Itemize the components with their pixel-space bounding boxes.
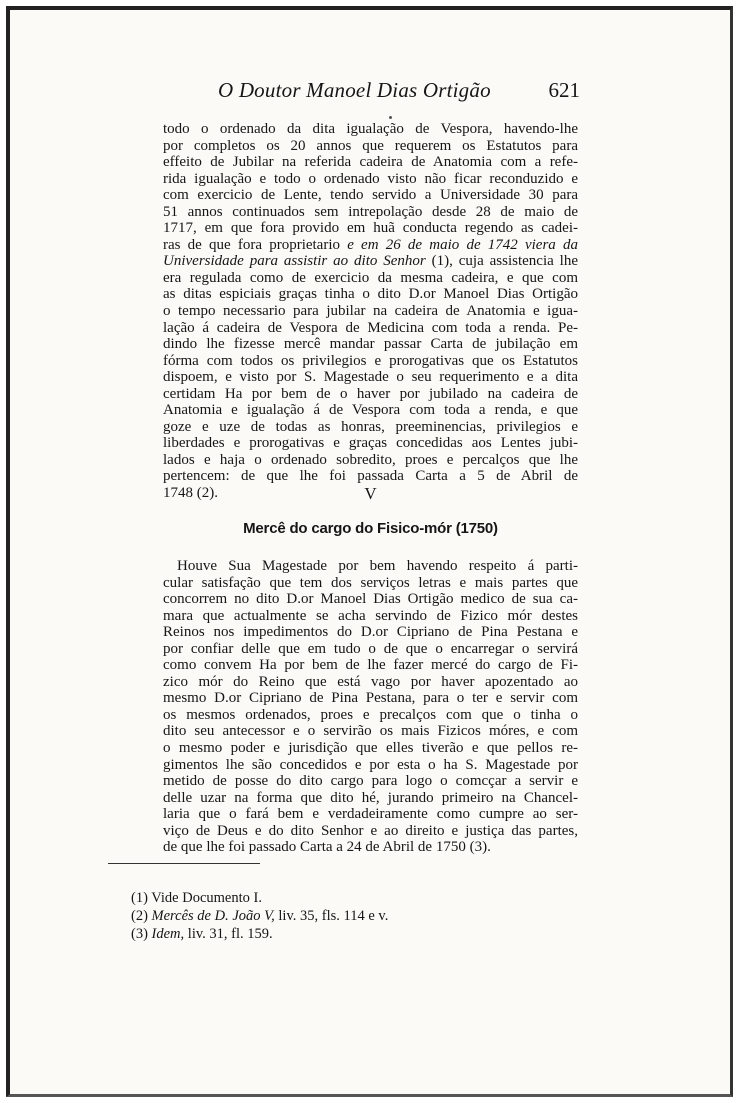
footnote-number: (2) bbox=[131, 908, 148, 924]
footnote-text: Vide Documento I. bbox=[151, 890, 262, 906]
text-line: mesmo D.or Cipriano de Pina Pestana, para o ter e servir com bbox=[163, 690, 578, 707]
text-line: fórma com todos os privilegios e prorogativas que os Estatutos bbox=[163, 352, 578, 369]
text-line: 1717, em que fora provido em huã conducta regendo as cadei- bbox=[163, 220, 578, 237]
text-line: de que lhe foi passado Carta a 24 de Abril de 1750 (3). bbox=[163, 839, 491, 856]
text-run: ras de que fora proprietario bbox=[163, 236, 348, 253]
paragraph-jubilacao bbox=[163, 121, 578, 502]
text-line: os mesmos ordenados, proes e precalços com que o tinha o bbox=[163, 706, 578, 723]
italic-run: Universidade para assistir ao dito Senhor bbox=[163, 253, 426, 270]
text-line: zico mór do Reino que está vago por haver apozentado ao bbox=[163, 673, 578, 690]
text-line: era regulada como de exercicio da mesma cadeira, e que com bbox=[163, 269, 578, 286]
text-line: laria que o fará bem e verdadeiramente como cumpre ao ser- bbox=[163, 806, 578, 823]
text-line: por confiar delle que em tudo o de que o encarregar o servirá bbox=[163, 640, 578, 657]
text-line bbox=[163, 253, 578, 270]
running-header bbox=[160, 76, 580, 110]
footnote-number: (3) bbox=[131, 926, 148, 942]
footnotes bbox=[131, 889, 388, 943]
text-line: effeito de Jubilar na referida cadeira de Anatomia com a refe- bbox=[163, 154, 578, 171]
footnote-divider bbox=[108, 863, 260, 864]
text-line: 51 annos continuados sem intrepolação desde 28 de maio de bbox=[163, 203, 578, 220]
text-line: lação á cadeira de Vespora de Medicina com toda a renda. Pe- bbox=[163, 319, 578, 336]
footnote-3 bbox=[131, 925, 388, 943]
text-line: dindo lhe fizesse mercê mandar passar Carta de jubilação em bbox=[163, 336, 578, 353]
text-line: gimentos lhe são concedidos e por esta o ha S. Magestade por bbox=[163, 756, 578, 773]
italic-run: e em 26 de maio de 1742 viera da bbox=[347, 236, 578, 253]
footnote-text: liv. 35, fls. 114 e v. bbox=[274, 908, 389, 924]
text-run: (1), cuja assistencia lhe bbox=[425, 253, 578, 270]
text-line: rida igualação e todo o ordenado visto não ficar reconduzido e bbox=[163, 170, 578, 187]
text-line: Reinos nos impedimentos do D.or Cipriano de Pina Pestana e bbox=[163, 624, 578, 641]
text-line: dispoem, e visto por S. Magestade o seu requerimento e a dita bbox=[163, 369, 578, 386]
section-title: Mercê do cargo do Fisico-mór (1750) bbox=[243, 520, 498, 537]
footnote-source: Mercês de D. João V, bbox=[151, 908, 275, 924]
footnote-source: Idem, bbox=[151, 926, 185, 942]
text-line: liberdades e prorogativas e graças concedidas aos Lentes jubi- bbox=[163, 435, 578, 452]
footnote-number: (1) bbox=[131, 890, 148, 906]
text-line: por completos os 20 annos que requerem os Estatutos para bbox=[163, 137, 578, 154]
text-line: pertencem: de que lhe foi passada Carta a 5 de Abril de bbox=[163, 468, 578, 485]
text-line: cular satisfação que tem dos serviços letras e mais partes que bbox=[163, 574, 578, 591]
paragraph-fisico-mor bbox=[163, 558, 578, 856]
text-line: viço de Deus e do dito Senhor e ao direito e justiça das partes, bbox=[163, 822, 578, 839]
text-line: 1748 (2). bbox=[163, 485, 218, 502]
text-line: dito seu antecessor e o servirão os mais Fizicos móres, e com bbox=[163, 723, 578, 740]
page-number: 621 bbox=[548, 78, 580, 102]
text-line: o mesmo poder e jurisdição que elles tiverão e que pellos re- bbox=[163, 740, 578, 757]
text-line: com exercicio de Lente, tendo servido a Universidade 30 para bbox=[163, 187, 578, 204]
text-line: concorrem no dito D.or Manoel Dias Ortigão medico de sua ca- bbox=[163, 591, 578, 608]
text-line: mara que actualmente se acha servindo de Fizico mór destes bbox=[163, 607, 578, 624]
text-line: todo o ordenado da dita igualação de Vespora, havendo-lhe bbox=[163, 121, 578, 137]
text-line: metido de posse do dito cargo para logo o comcçar a servir e bbox=[163, 773, 578, 790]
ink-speck bbox=[389, 116, 392, 119]
text-line: certidam Ha por bem de o haver por jubilado na cadeira de bbox=[163, 385, 578, 402]
text-line: como convem Ha por bem de lhe fazer mercé do cargo de Fi- bbox=[163, 657, 578, 674]
footnote-2 bbox=[131, 907, 388, 925]
text-line: lados e haja o ordenado sobredito, proes e percalços que lhe bbox=[163, 451, 578, 468]
text-line: Anatomia e igualação á de Vespora com toda a renda, e que bbox=[163, 402, 578, 419]
text-line: as ditas espiciais graças tinha o dito D.or Manoel Dias Ortigão bbox=[163, 286, 578, 303]
footnote-1 bbox=[131, 889, 388, 907]
text-line bbox=[163, 237, 578, 254]
text-line: delle uzar na forma que dito hé, jurando primeiro na Chancel- bbox=[163, 789, 578, 806]
text-line: goze e uze de todas as honras, preeminencias, privilegios e bbox=[163, 418, 578, 435]
section-number: V bbox=[364, 484, 377, 503]
text-line: Houve Sua Magestade por bem havendo respeito á parti- bbox=[177, 558, 578, 574]
footnote-text: liv. 31, fl. 159. bbox=[184, 926, 273, 942]
running-title: O Doutor Manoel Dias Ortigão bbox=[218, 78, 491, 102]
text-line: o tempo necessario para jubilar na cadeira de Anatomia e igua- bbox=[163, 303, 578, 320]
